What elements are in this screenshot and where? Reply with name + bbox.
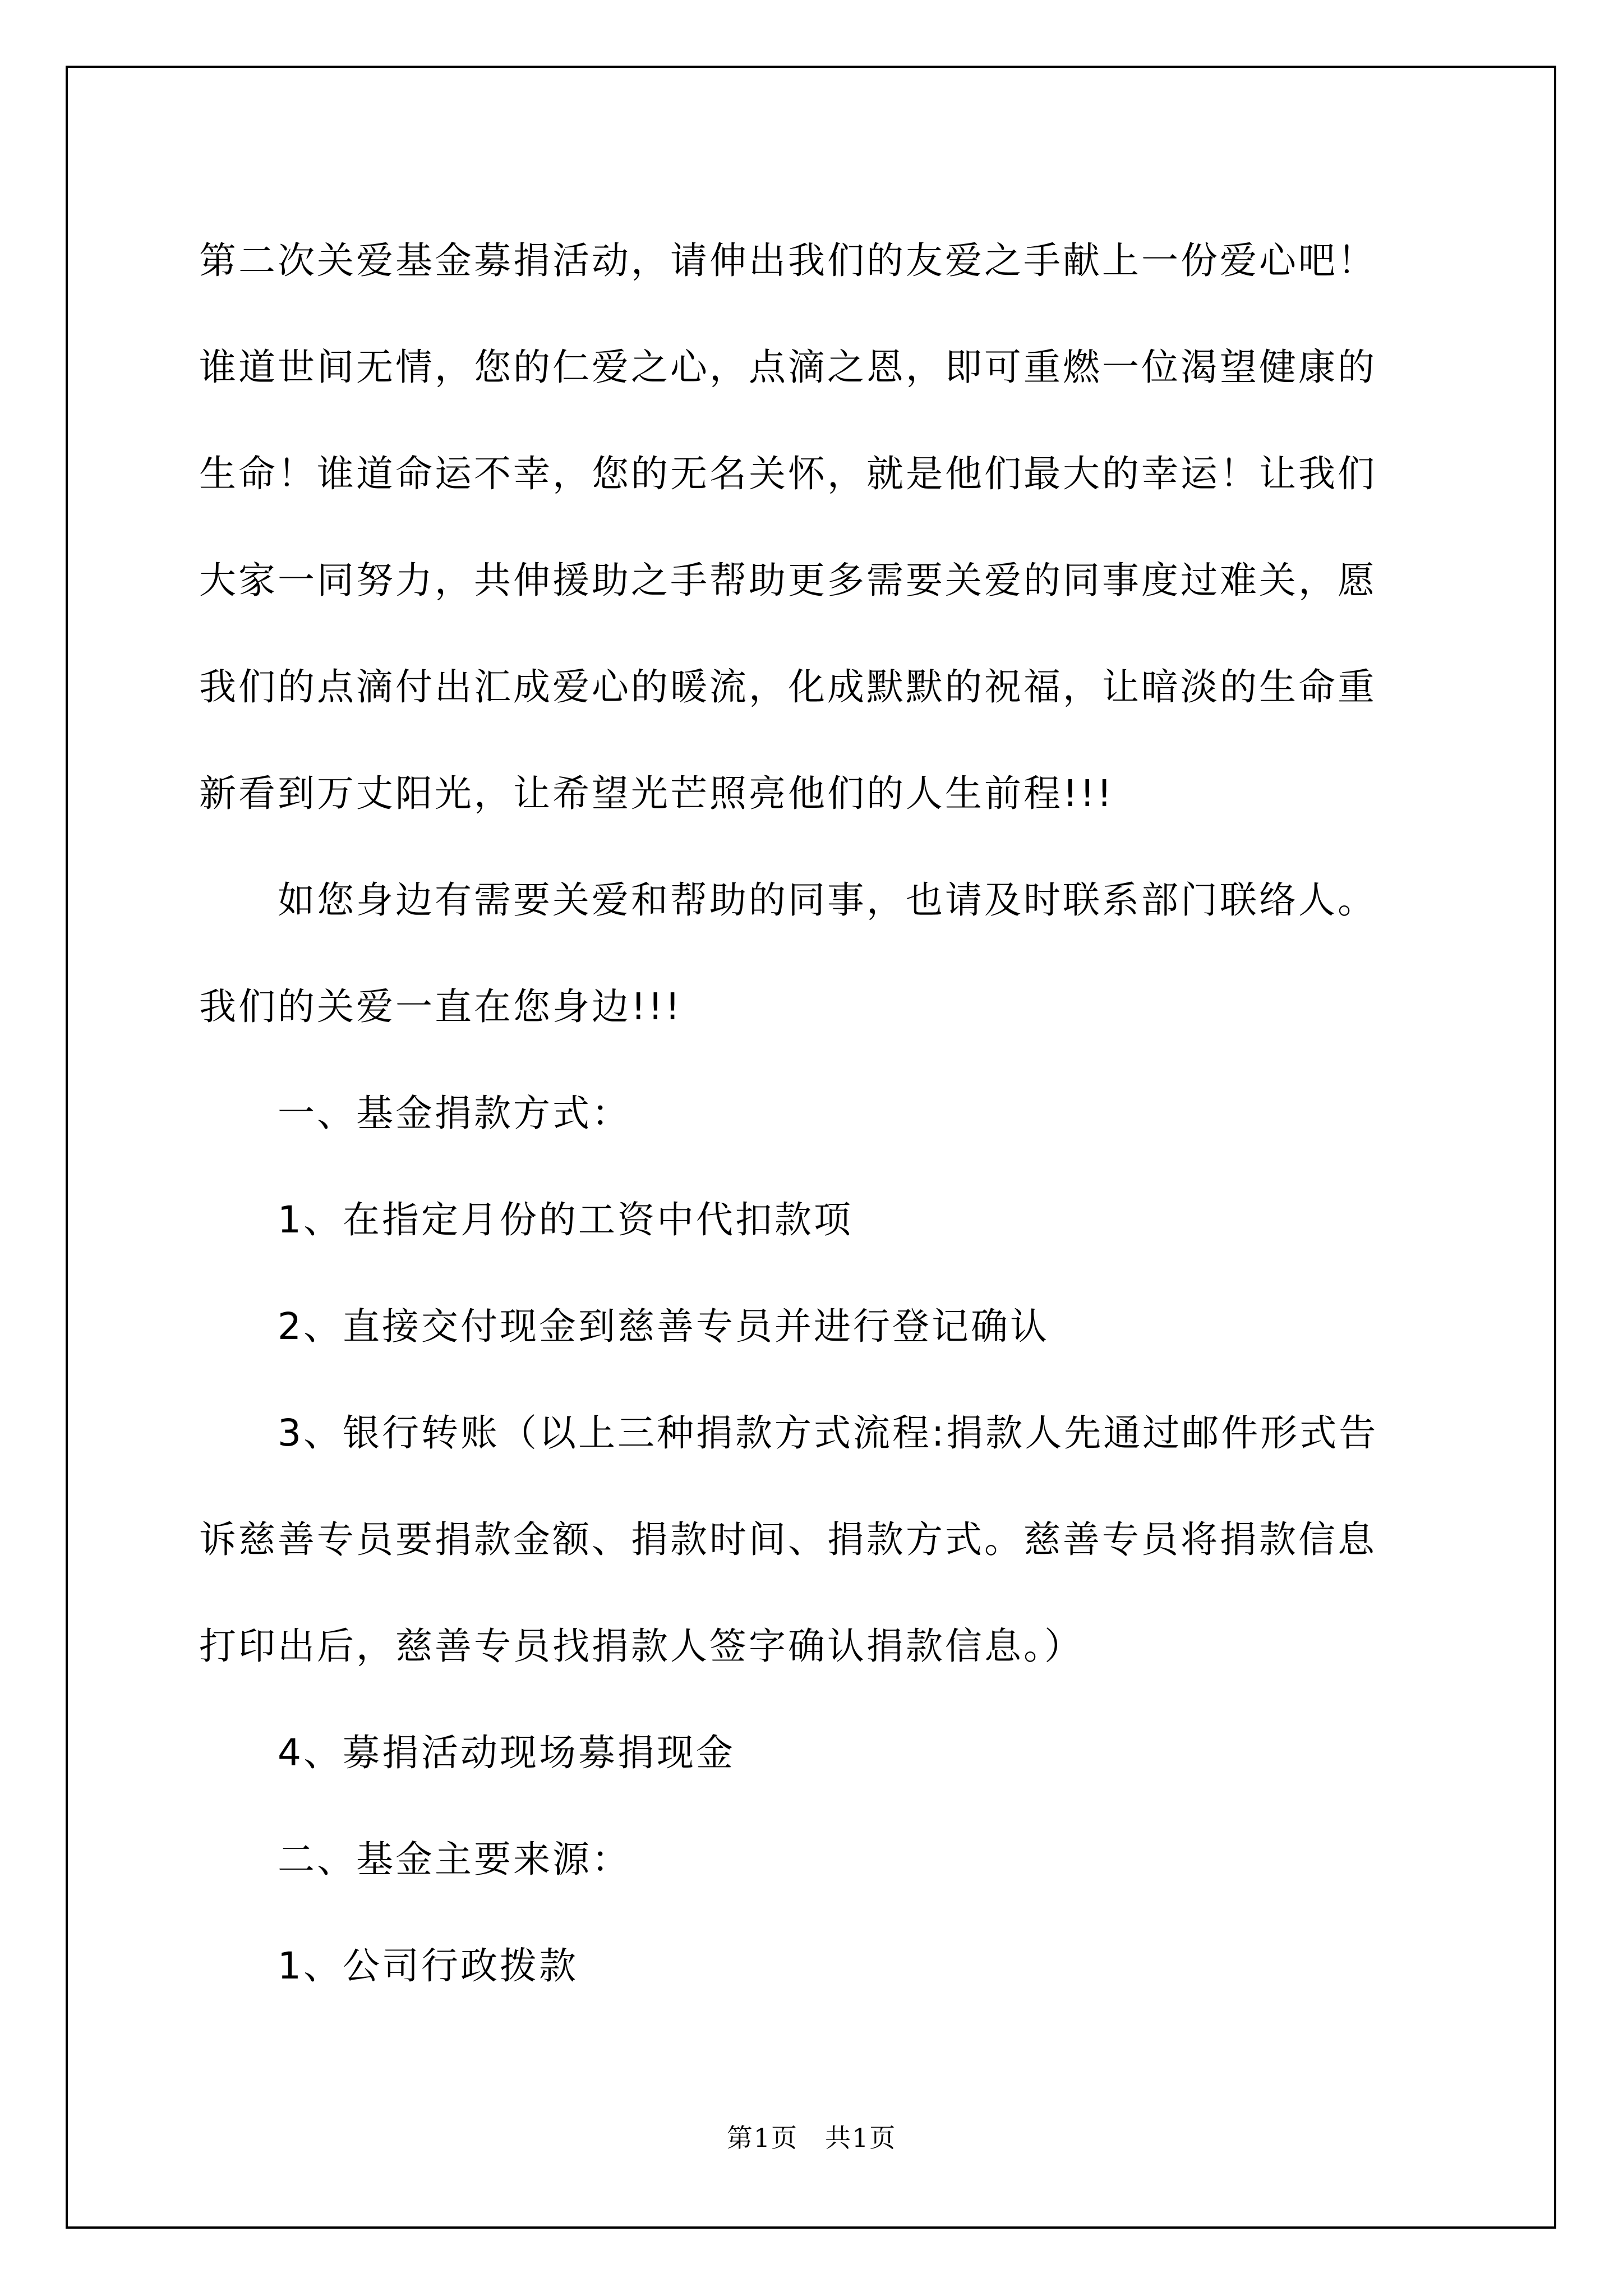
text-line: 诉慈善专员要捐款金额、捐款时间、捐款方式。慈善专员将捐款信息 [199, 1518, 1377, 1561]
text-line: 我们的点滴付出汇成爱心的暖流，化成默默的祝福，让暗淡的生命重 [199, 665, 1377, 708]
text-line: 打印出后，慈善专员找捐款人签字确认捐款信息。） [199, 1625, 1083, 1668]
text-line: 生命！谁道命运不幸，您的无名关怀，就是他们最大的幸运！让我们 [199, 452, 1377, 495]
text-line: 新看到万丈阳光，让希望光芒照亮他们的人生前程!!! [199, 772, 1114, 815]
list-item: 1、公司行政拨款 [278, 1944, 578, 1987]
text-line: 谁道世间无情，您的仁爱之心，点滴之恩，即可重燃一位渴望健康的 [199, 346, 1377, 389]
document-body [199, 208, 1427, 2019]
text-line: 如您身边有需要关爱和帮助的同事，也请及时联系部门联络人。 [278, 878, 1377, 922]
section-heading: 一、基金捐款方式： [278, 1092, 631, 1135]
section-heading: 二、基金主要来源： [278, 1838, 631, 1881]
text-line: 第二次关爱基金募捐活动，请伸出我们的友爱之手献上一份爱心吧！ [199, 239, 1377, 282]
page-footer: 第1页 共1页 [726, 2123, 897, 2153]
list-item: 1、在指定月份的工资中代扣款项 [278, 1198, 853, 1241]
list-item: 3、银行转账（以上三种捐款方式流程:捐款人先通过邮件形式告 [278, 1411, 1378, 1455]
list-item: 4、募捐活动现场募捐现金 [278, 1731, 735, 1774]
text-line: 我们的关爱一直在您身边!!! [199, 985, 683, 1028]
list-item: 2、直接交付现金到慈善专员并进行登记确认 [278, 1305, 1049, 1348]
text-line: 大家一同努力，共伸援助之手帮助更多需要关爱的同事度过难关，愿 [199, 559, 1377, 602]
